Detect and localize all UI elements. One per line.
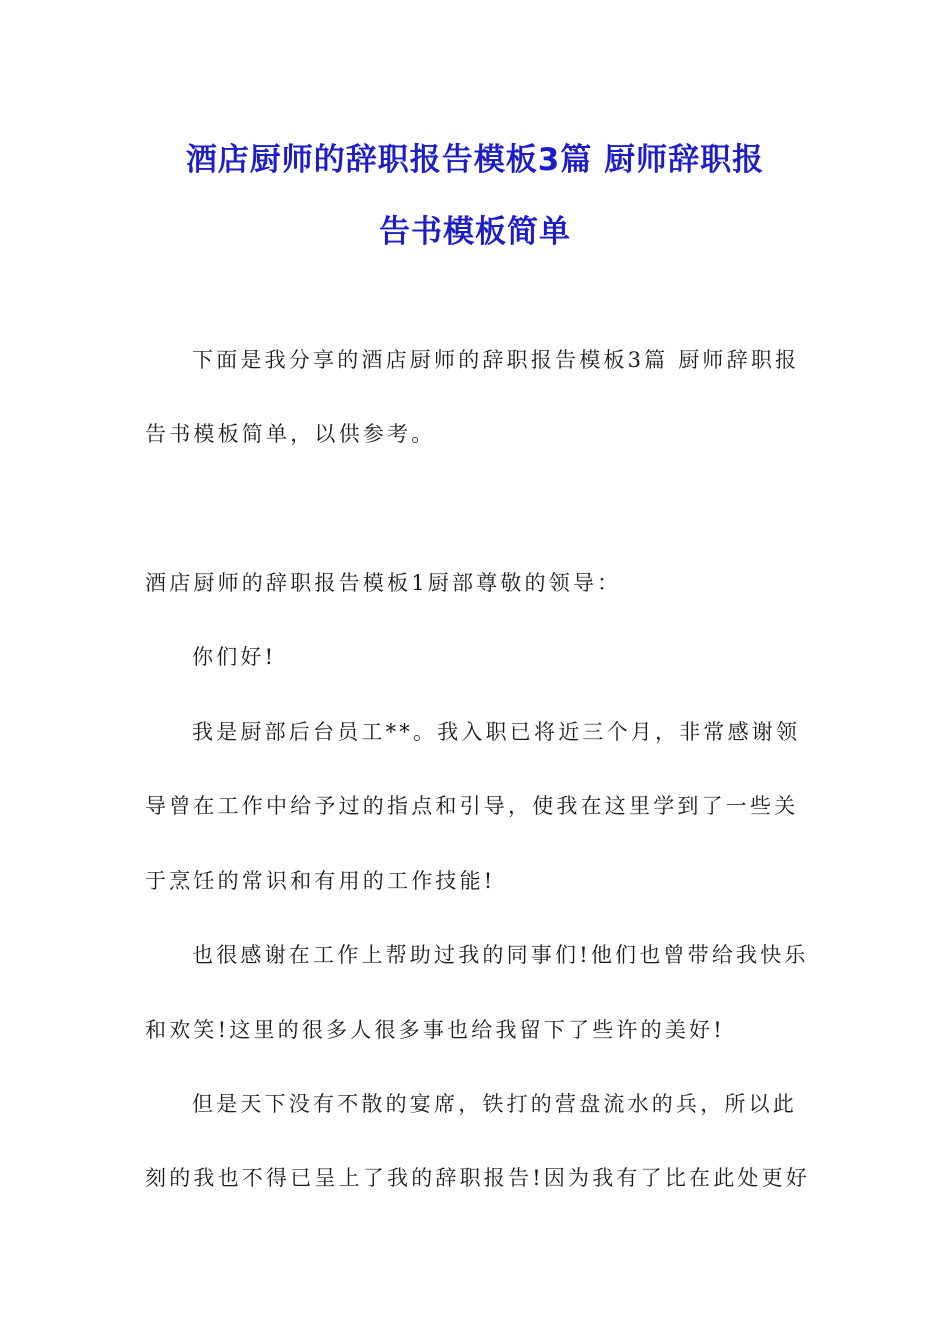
- paragraph-1-line-2: 导曾在工作中给予过的指点和引导，使我在这里学到了一些关: [145, 794, 799, 818]
- section-heading: 酒店厨师的辞职报告模板1厨部尊敬的领导：: [145, 571, 622, 595]
- paragraph-2-line-2: 和欢笑!这里的很多人很多事也给我留下了些许的美好!: [145, 1018, 725, 1042]
- greeting: 你们好!: [192, 645, 277, 669]
- paragraph-1-line-1: 我是厨部后台员工**。我入职已将近三个月，非常感谢领: [192, 720, 801, 744]
- paragraph-1-line-3: 于烹饪的常识和有用的工作技能!: [145, 869, 496, 893]
- paragraph-2-line-1: 也很感谢在工作上帮助过我的同事们!他们也曾带给我快乐: [192, 943, 809, 967]
- paragraph-3-line-1: 但是天下没有不散的宴席，铁打的营盘流水的兵，所以此: [192, 1092, 797, 1116]
- paragraph-3-line-2: 刻的我也不得已呈上了我的辞职报告!因为我有了比在此处更好: [145, 1166, 811, 1190]
- document-title-line-2: 告书模板简单: [379, 214, 571, 250]
- intro-line-1: 下面是我分享的酒店厨师的辞职报告模板3篇 厨师辞职报: [192, 348, 800, 372]
- document-title-line-1: 酒店厨师的辞职报告模板3篇 厨师辞职报: [185, 142, 765, 178]
- intro-line-2: 告书模板简单，以供参考。: [145, 422, 436, 446]
